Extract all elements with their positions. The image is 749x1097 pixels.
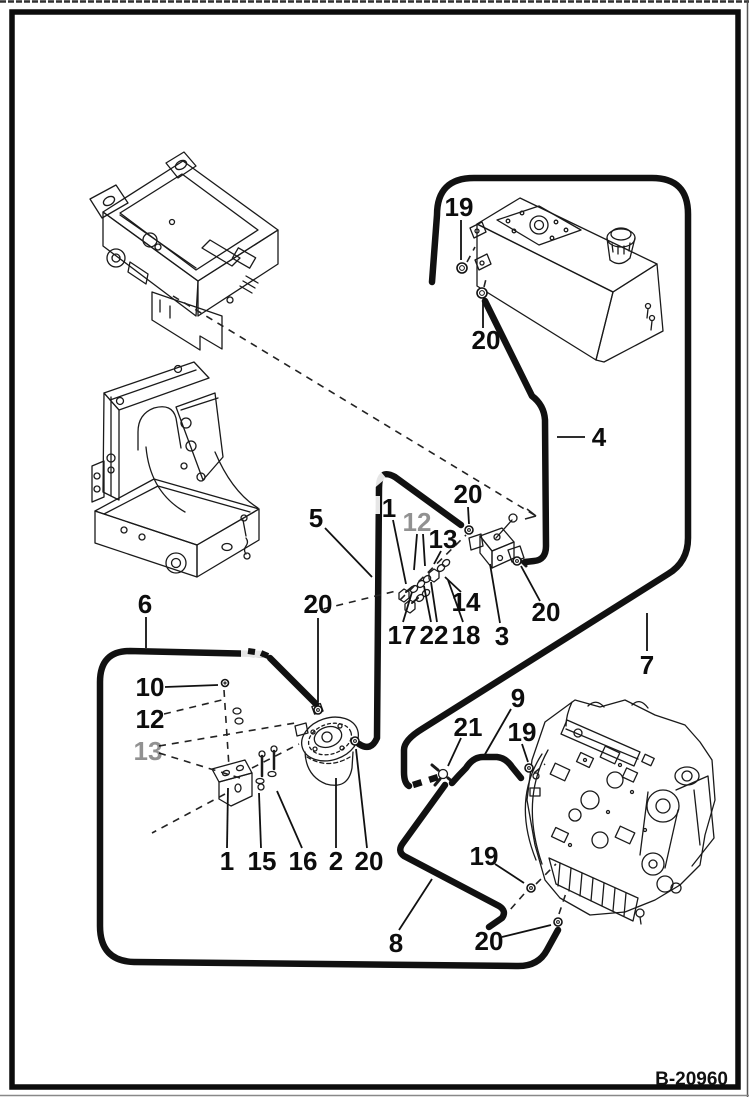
part-callout-3: 3 <box>494 621 510 651</box>
callout-leader <box>448 738 461 766</box>
figure-code: B-20960 <box>655 1069 728 1090</box>
clamp-20-engine-bottom <box>554 918 562 926</box>
part-callout-14: 14 <box>451 587 481 617</box>
assembly-dashed-line <box>224 690 229 767</box>
engine-illustration <box>525 700 715 924</box>
clamp-20-tank <box>477 288 487 298</box>
assembly-dashed-line <box>152 794 225 833</box>
hose-fittings <box>219 263 563 926</box>
part-callout-22: 22 <box>419 620 449 650</box>
part-callout-20: 20 <box>471 325 501 355</box>
callout-leader <box>431 582 437 622</box>
part-callout-1: 1 <box>219 846 235 876</box>
part-callout-6: 6 <box>137 589 153 619</box>
part-callout-5: 5 <box>308 503 324 533</box>
part-callout-19: 19 <box>444 192 474 222</box>
part-callout-4: 4 <box>591 422 607 452</box>
assembly-dashed-line <box>164 699 226 714</box>
part-callout-7: 7 <box>639 650 655 680</box>
part-callout-18: 18 <box>451 620 481 650</box>
part-callout-20: 20 <box>354 846 384 876</box>
callout-leader <box>227 788 228 848</box>
callout-leader <box>165 685 218 687</box>
grommet-19-engine-upper <box>525 764 533 772</box>
part-callout-12: 12 <box>402 507 432 537</box>
part-callout-2: 2 <box>328 846 344 876</box>
part-callout-15: 15 <box>247 846 277 876</box>
callout-leader <box>423 534 425 566</box>
part-callout-13: 13 <box>428 524 458 554</box>
callout-leader <box>399 879 432 930</box>
part-callout-21: 21 <box>453 712 483 742</box>
part-callout-19: 19 <box>469 841 499 871</box>
part-callout-16: 16 <box>288 846 318 876</box>
clamp-20-valve-left <box>465 526 473 534</box>
callout-leader <box>277 791 302 848</box>
assembly-arrowhead <box>525 509 536 519</box>
figure-border <box>12 12 738 1087</box>
part-callout-20: 20 <box>474 926 504 956</box>
callout-leader <box>414 534 417 570</box>
support-frame-illustration <box>92 362 259 577</box>
assembly-dashed-line <box>559 893 566 914</box>
mount-bracket-illustration <box>212 708 277 806</box>
part-callout-10: 10 <box>135 672 165 702</box>
part-callout-19: 19 <box>507 717 537 747</box>
part-callout-20: 20 <box>531 597 561 627</box>
grommet-19-tank <box>457 263 467 273</box>
clamp-20-filter-right <box>351 737 359 745</box>
assembly-dashed-line <box>467 247 475 262</box>
callout-leader <box>259 793 261 848</box>
part-callout-8: 8 <box>388 928 404 958</box>
callout-leader <box>521 566 540 601</box>
part-callout-13: 13 <box>133 736 163 766</box>
part-callout-17: 17 <box>387 620 417 650</box>
clamp-20-filter-top <box>314 706 322 714</box>
callout-leaders <box>146 220 647 937</box>
part-callout-9: 9 <box>510 683 526 713</box>
chassis-frame-illustration <box>90 152 278 350</box>
fastener-cluster-upper <box>399 558 451 613</box>
assembly-dashed-line <box>484 275 487 287</box>
callout-leader <box>356 749 367 848</box>
hose-6-b <box>100 651 558 966</box>
callout-leader <box>495 864 524 883</box>
callout-leader <box>325 528 372 577</box>
part-callout-20: 20 <box>453 479 483 509</box>
part-callout-20: 20 <box>303 589 333 619</box>
clamp-20-valve-right <box>513 557 521 565</box>
hose-6-a <box>270 658 316 704</box>
callout-leader <box>490 564 500 623</box>
grommet-19-engine-lower <box>527 884 535 892</box>
assembly-dashed-line <box>509 894 524 911</box>
assembly-dashed-lines <box>152 247 566 914</box>
bolt-10-head <box>222 680 229 687</box>
part-callout-1: 1 <box>381 493 397 523</box>
callout-leader <box>502 925 551 937</box>
callout-leader <box>468 507 469 524</box>
part-callout-12: 12 <box>135 704 165 734</box>
hose-9 <box>452 757 521 783</box>
